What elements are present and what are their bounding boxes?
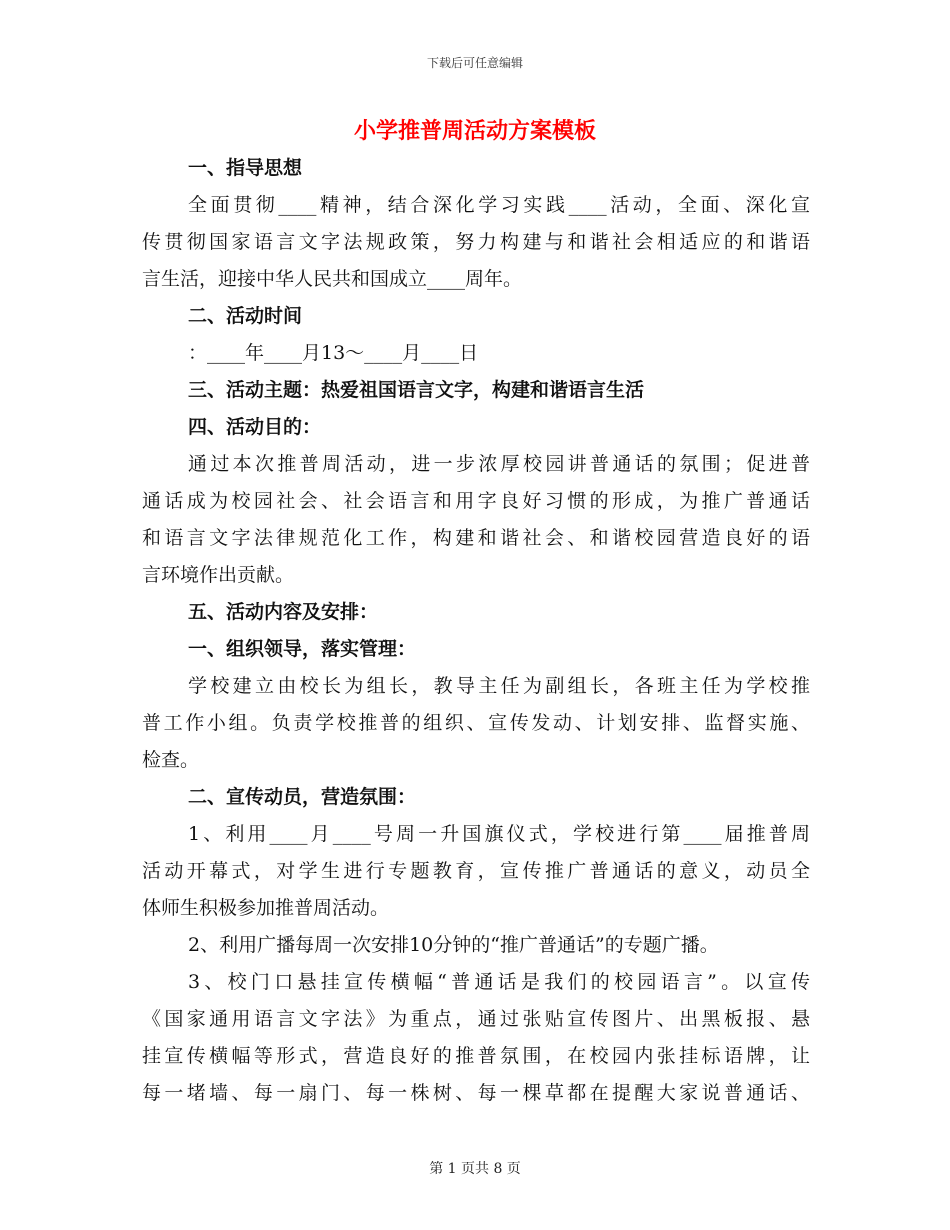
paragraph-line: 每一堵墙、每一扇门、每一株树、每一棵草都在提醒大家说普通话、 <box>142 1082 810 1104</box>
section-heading: 四、活动目的： <box>188 416 322 438</box>
section-heading: 一、指导思想 <box>188 157 303 179</box>
section-heading: 一、组织领导，落实管理： <box>188 638 417 660</box>
paragraph-line: 3、校门口悬挂宣传横幅“普通话是我们的校园语言”。以宣传 <box>188 971 810 993</box>
paragraph-line: 言环境作出贡献。 <box>142 564 295 586</box>
paragraph-line: 言生活，迎接中华人民共和国成立____周年。 <box>142 268 523 290</box>
paragraph-line: 通话成为校园社会、社会语言和用字良好习惯的形成，为推广普通话 <box>142 490 810 512</box>
paragraph-line: ：____年____月13～____月____日 <box>188 342 479 364</box>
section-heading: 二、活动时间 <box>188 305 303 327</box>
paragraph-line: 全面贯彻____精神，结合深化学习实践____活动，全面、深化宣 <box>188 194 810 216</box>
paragraph-line: 普工作小组。负责学校推普的组织、宣传发动、计划安排、监督实施、 <box>142 712 810 734</box>
paragraph-line: 2、利用广播每周一次安排10分钟的“推广普通话”的专题广播。 <box>188 934 719 956</box>
section-heading: 五、活动内容及安排： <box>188 601 379 623</box>
paragraph-line: 1、利用____月____号周一升国旗仪式，学校进行第____届推普周 <box>188 823 810 845</box>
paragraph-line: 学校建立由校长为组长，教导主任为副组长，各班主任为学校推 <box>188 675 810 697</box>
paragraph-line: 挂宣传横幅等形式，营造良好的推普氛围，在校园内张挂标语牌，让 <box>142 1045 810 1067</box>
header-note: 下载后可任意编辑 <box>426 56 523 70</box>
paragraph-line: 《国家通用语言文字法》为重点，通过张贴宣传图片、出黑板报、悬 <box>142 1008 810 1030</box>
paragraph-line: 活动开幕式，对学生进行专题教育，宣传推广普通话的意义，动员全 <box>142 860 810 882</box>
section-heading: 三、活动主题：热爱祖国语言文字，构建和谐语言生活 <box>188 379 645 401</box>
paragraph-line: 检查。 <box>142 749 200 771</box>
paragraph-line: 通过本次推普周活动，进一步浓厚校园讲普通话的氛围；促进普 <box>188 453 810 475</box>
paragraph-line: 传贯彻国家语言文字法规政策，努力构建与和谐社会相适应的和谐语 <box>142 231 810 253</box>
page-footer: 第 1 页共 8 页 <box>429 1161 521 1177</box>
document-title: 小学推普周活动方案模板 <box>353 118 596 144</box>
paragraph-line: 和语言文字法律规范化工作，构建和谐社会、和谐校园营造良好的语 <box>142 527 810 549</box>
document-body <box>142 150 810 1112</box>
section-heading: 二、宣传动员，营造氛围： <box>188 786 417 808</box>
paragraph-line: 体师生积极参加推普周活动。 <box>142 897 390 919</box>
